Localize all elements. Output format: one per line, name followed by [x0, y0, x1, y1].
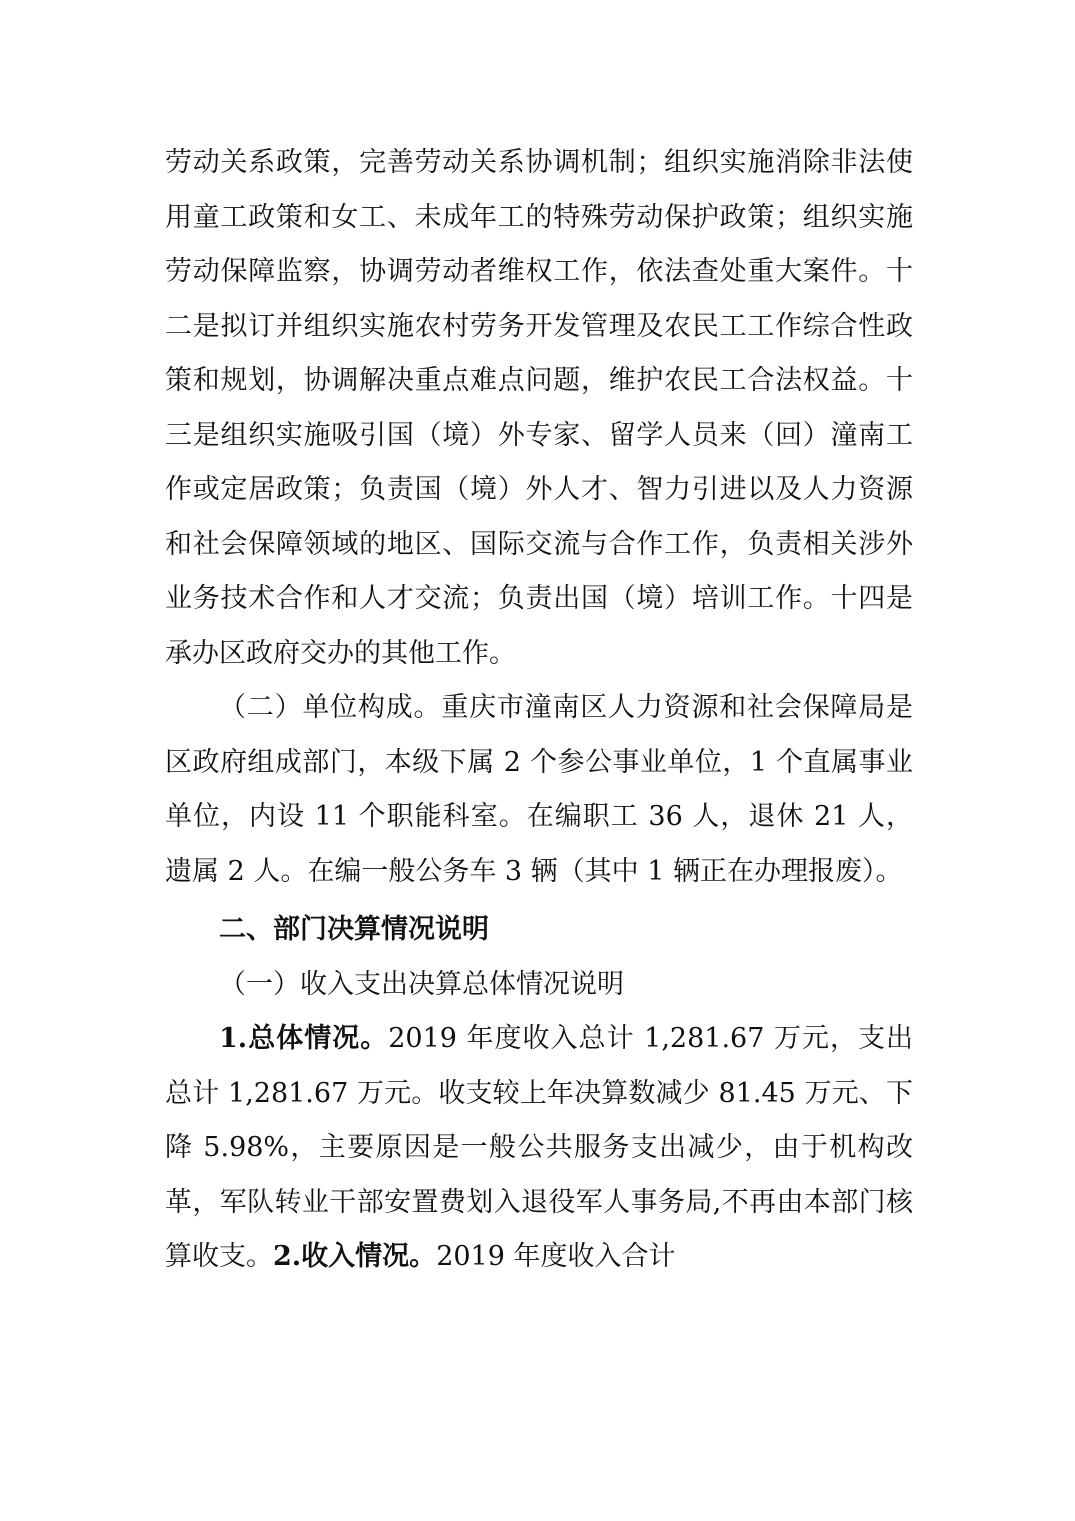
overall-situation-label: 1.总体情况。 — [219, 1023, 389, 1054]
income-situation-text: 2019 年度收入合计 — [436, 1241, 676, 1272]
income-situation-label: 2.收入情况。 — [273, 1241, 437, 1272]
paragraph-overall-situation — [165, 1012, 913, 1285]
unit-composition-label: （二）单位构成。 — [219, 692, 442, 723]
overall-situation-text: 2019 年度收入总计 1,281.67 万元，支出总计 1,281.67 万元。收支较上年决算数减少 81.45 万元、下降 5.98%，主要原因是一般公共服务支出减少，由于机构改革，军队转业干部安置费划入退役军人事务局,不再由本部门核算收支。 — [165, 1023, 914, 1272]
subheading-income-expenditure: （一）收入支出决算总体情况说明 — [219, 968, 624, 1000]
section-heading-final-accounts: 二、部门决算情况说明 — [219, 914, 489, 945]
paragraph-duties: 劳动关系政策，完善劳动关系协调机制；组织实施消除非法使用童工政策和女工、未成年工的特殊劳动保护政策；组织实施劳动保障监察，协调劳动者维权工作，依法查处重大案件。十二是拟订并组织实施农村劳务开发管理及农民工工作综合性政策和规划，协调解决重点难点问题，维护农民工合法权益。十三是组织实施吸引国（境）外专家、留学人员来（回）潼南工作或定居政策；负责国（境）外人才、智力引进以及人力资源和社会保障领域的地区、国际交流与合作工作，负责相关涉外业务技术合作和人才交流；负责出国（境）培训工作。十四是承办区政府交办的其他工作。 — [165, 147, 913, 669]
document-body — [165, 136, 913, 1285]
unit-composition-text: 重庆市潼南区人力资源和社会保障局是区政府组成部门，本级下属 2 个参公事业单位，1 个直属事业单位，内设 11 个职能科室。在编职工 36 人，退休 21 人，遗属 2 人。在编一般公务车 3 辆（其中 1 辆正在办理报废）。 — [165, 692, 914, 887]
paragraph-unit-composition — [165, 681, 913, 899]
